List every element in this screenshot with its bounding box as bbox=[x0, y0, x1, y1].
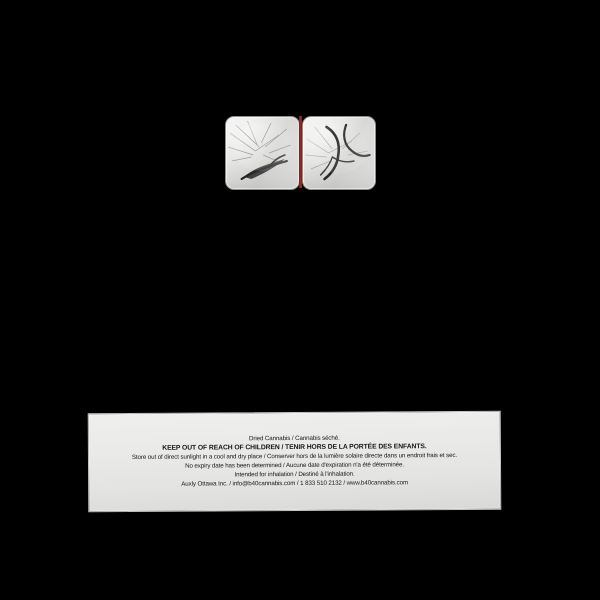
stem-sketch-right-icon bbox=[303, 117, 376, 189]
label-line-storage: Store out of direct sunlight in a cool and dry place / Conserver hors de la lumière solaire directe dans un endroit frais et sec. bbox=[131, 452, 458, 462]
cannabis-plant-illustration-right bbox=[302, 116, 377, 190]
label-line-company-contact: Auxly Ottawa Inc. / info@b40cannabis.com / 1 833 510 2132 / www.b40cannabis.com bbox=[181, 478, 409, 488]
product-image-panel-group bbox=[225, 116, 376, 188]
label-line-keep-out-of-reach: KEEP OUT OF REACH OF CHILDREN / TENIR HORS DE LA PORTÉE DES ENFANTS. bbox=[162, 443, 427, 453]
label-line-product-type: Dried Cannabis / Cannabis séché. bbox=[248, 434, 340, 442]
label-line-expiry: No expiry date has been determined / Aucune date d'expiration n'a été déterminée. bbox=[185, 461, 404, 470]
cannabis-plant-illustration-left bbox=[225, 116, 300, 190]
leaf-sketch-left-icon bbox=[226, 117, 299, 189]
label-line-intended-use: Intended for inhalation / Destiné à l'inhalation. bbox=[234, 470, 355, 479]
product-warning-label bbox=[88, 411, 502, 513]
